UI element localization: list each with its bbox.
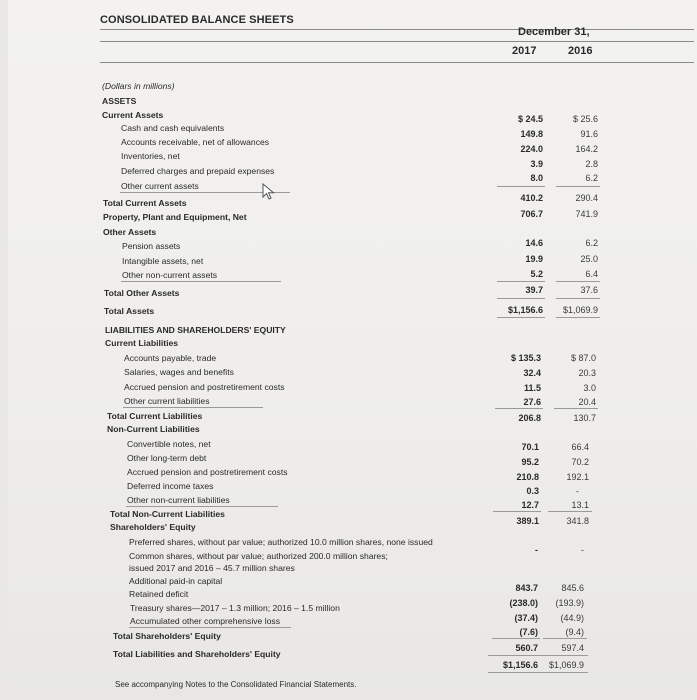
value-2017: $ 135.3	[510, 353, 541, 363]
value-underline	[495, 408, 543, 409]
row-label: Convertible notes, net	[127, 439, 211, 449]
row-label: Other current liabilities	[124, 396, 210, 406]
value-underline	[497, 281, 545, 282]
subsection-heading: Current Assets	[102, 110, 164, 120]
total-label: Total Non-Current Liabilities	[110, 509, 225, 519]
value-2017: 206.8	[518, 413, 541, 423]
year-2017-header: 2017	[512, 45, 537, 57]
value-2017: -	[535, 545, 538, 555]
value-2017: 5.2	[530, 269, 543, 279]
value-2017: 149.8	[520, 129, 543, 139]
total-label: Total Liabilities and Shareholders' Equity	[113, 649, 281, 659]
value-2016: 70.2	[571, 457, 589, 467]
row-label: Accrued pension and postretirement costs	[124, 382, 285, 392]
period-header: December 31,	[518, 26, 590, 38]
value-2017: 210.8	[516, 472, 539, 482]
value-underline	[497, 298, 545, 299]
value-underline	[538, 655, 588, 656]
value-2016: $ 25.6	[572, 114, 598, 124]
value-2017: 389.1	[516, 516, 539, 526]
value-2017: $1,156.6	[507, 305, 543, 315]
value-2016: 192.1	[566, 472, 589, 482]
value-2017: 14.6	[525, 238, 543, 248]
value-2016: 91.6	[580, 129, 598, 139]
label-underline	[126, 506, 278, 507]
value-underline	[556, 186, 600, 187]
value-2017: 843.7	[515, 583, 538, 593]
total-label: Total Current Assets	[103, 198, 187, 208]
value-underline	[554, 408, 598, 409]
row-label: Deferred charges and prepaid expenses	[121, 166, 275, 176]
value-double-underline	[488, 672, 540, 673]
header-rule-bottom	[100, 62, 694, 63]
value-2016: 597.4	[561, 643, 584, 653]
section-heading: LIABILITIES AND SHAREHOLDERS' EQUITY	[105, 325, 286, 335]
value-underline	[497, 186, 545, 187]
value-2016: 164.2	[575, 144, 598, 154]
value-2017: 706.7	[520, 209, 543, 219]
total-label: Total Assets	[104, 306, 155, 316]
value-2016: $1,069.9	[548, 660, 584, 670]
value-2016: 845.6	[561, 583, 584, 593]
page-title: CONSOLIDATED BALANCE SHEETS	[100, 14, 294, 26]
mouse-pointer-icon	[262, 183, 276, 201]
row-label: Other non-current assets	[122, 270, 218, 280]
year-2016-header: 2016	[568, 45, 593, 57]
value-2017: 3.9	[530, 159, 543, 169]
row-label: Inventories, net	[121, 151, 180, 161]
value-underline	[548, 511, 592, 512]
value-2017: (37.4)	[514, 613, 538, 623]
row-label: Treasury shares—2017 – 1.3 million; 2016 – 1.5 million	[130, 603, 340, 613]
total-label: Total Current Liabilities	[107, 411, 203, 421]
label-underline	[121, 281, 281, 282]
value-2017: 410.2	[520, 193, 543, 203]
value-double-underline	[497, 317, 545, 318]
value-underline	[493, 511, 541, 512]
row-label: Other long-term debt	[127, 453, 207, 463]
row-label: Cash and cash equivalents	[121, 123, 225, 133]
value-double-underline	[556, 317, 600, 318]
value-2017: 19.9	[525, 254, 543, 264]
subsection-heading: Non-Current Liabilities	[107, 424, 200, 434]
value-2016: 290.4	[575, 193, 598, 203]
title-rule	[100, 29, 694, 30]
subsection-heading: Other Assets	[103, 227, 157, 237]
value-2016: 3.0	[583, 383, 596, 393]
row-label: Other non-current liabilities	[127, 495, 230, 505]
value-2017: 560.7	[515, 643, 538, 653]
value-2016: 37.6	[580, 285, 598, 295]
header-rule-top	[100, 41, 694, 42]
value-double-underline	[538, 672, 588, 673]
value-2017: (238.0)	[509, 598, 538, 608]
value-underline	[556, 298, 600, 299]
row-label: Accumulated other comprehensive loss	[130, 616, 280, 626]
value-2016: 6.2	[585, 173, 598, 183]
value-2016: 20.3	[578, 368, 596, 378]
row-label: Preferred shares, without par value; authorized 10.0 million shares, none issued	[129, 537, 433, 547]
row-label: Pension assets	[122, 241, 181, 251]
value-2016: (9.4)	[565, 627, 584, 637]
value-2017: 224.0	[520, 144, 543, 154]
value-2017: 27.6	[523, 397, 541, 407]
section-heading: ASSETS	[102, 96, 137, 106]
value-2017: 70.1	[521, 442, 539, 452]
value-2017: 39.7	[525, 285, 543, 295]
row-label: Deferred income taxes	[127, 481, 214, 491]
label-underline	[123, 407, 263, 408]
row-label: Accrued pension and postretirement costs	[127, 467, 288, 477]
row-label: Common shares, without par value; authorized 200.0 million shares;	[129, 551, 388, 561]
subsection-heading: Current Liabilities	[105, 338, 179, 348]
row-label: Retained deficit	[129, 589, 189, 599]
value-2016: 13.1	[571, 500, 589, 510]
value-underline	[492, 638, 540, 639]
row-label: Additional paid-in capital	[129, 576, 223, 586]
total-label: Total Shareholders' Equity	[113, 631, 221, 641]
value-2016: 6.2	[585, 238, 598, 248]
value-2016: 741.9	[575, 209, 598, 219]
value-2017: 11.5	[523, 383, 541, 393]
units-note: (Dollars in millions)	[102, 81, 175, 91]
row-label: Intangible assets, net	[122, 256, 204, 266]
row-label: Other current assets	[121, 181, 199, 191]
value-2017: $ 24.5	[517, 114, 543, 124]
row-label: Accounts receivable, net of allowances	[121, 137, 270, 147]
value-2016: 6.4	[585, 269, 598, 279]
value-2017: 12.7	[521, 500, 539, 510]
value-2017: 95.2	[521, 457, 539, 467]
value-2017: 32.4	[523, 368, 541, 378]
value-underline	[488, 655, 540, 656]
value-2016: 25.0	[580, 254, 598, 264]
dash-placeholder: -	[576, 486, 579, 496]
value-2016: -	[581, 545, 584, 555]
value-2016: 2.8	[585, 159, 598, 169]
label-underline	[129, 627, 291, 628]
value-2016: 341.8	[566, 516, 589, 526]
subsection-heading: Shareholders' Equity	[110, 522, 196, 532]
value-2016: $1,069.9	[562, 305, 598, 315]
value-2016: $ 87.0	[570, 353, 596, 363]
value-2017: 0.3	[526, 486, 539, 496]
value-2016: (193.9)	[555, 598, 584, 608]
value-2016: (44.9)	[560, 613, 584, 623]
row-label: issued 2017 and 2016 – 45.7 million shares	[129, 563, 295, 573]
row-label: Property, Plant and Equipment, Net	[103, 212, 247, 222]
value-2016: 20.4	[578, 397, 596, 407]
total-label: Total Other Assets	[104, 288, 180, 298]
value-underline	[556, 281, 600, 282]
value-2017: 8.0	[530, 173, 543, 183]
value-underline	[543, 638, 587, 639]
footnote: See accompanying Notes to the Consolidated Financial Statements.	[115, 680, 357, 689]
value-2016: 66.4	[571, 442, 589, 452]
value-2016: 130.7	[573, 413, 596, 423]
value-2017: (7.6)	[519, 627, 538, 637]
row-label: Salaries, wages and benefits	[124, 367, 234, 377]
row-label: Accounts payable, trade	[124, 353, 217, 363]
value-2017: $1,156.6	[502, 660, 538, 670]
